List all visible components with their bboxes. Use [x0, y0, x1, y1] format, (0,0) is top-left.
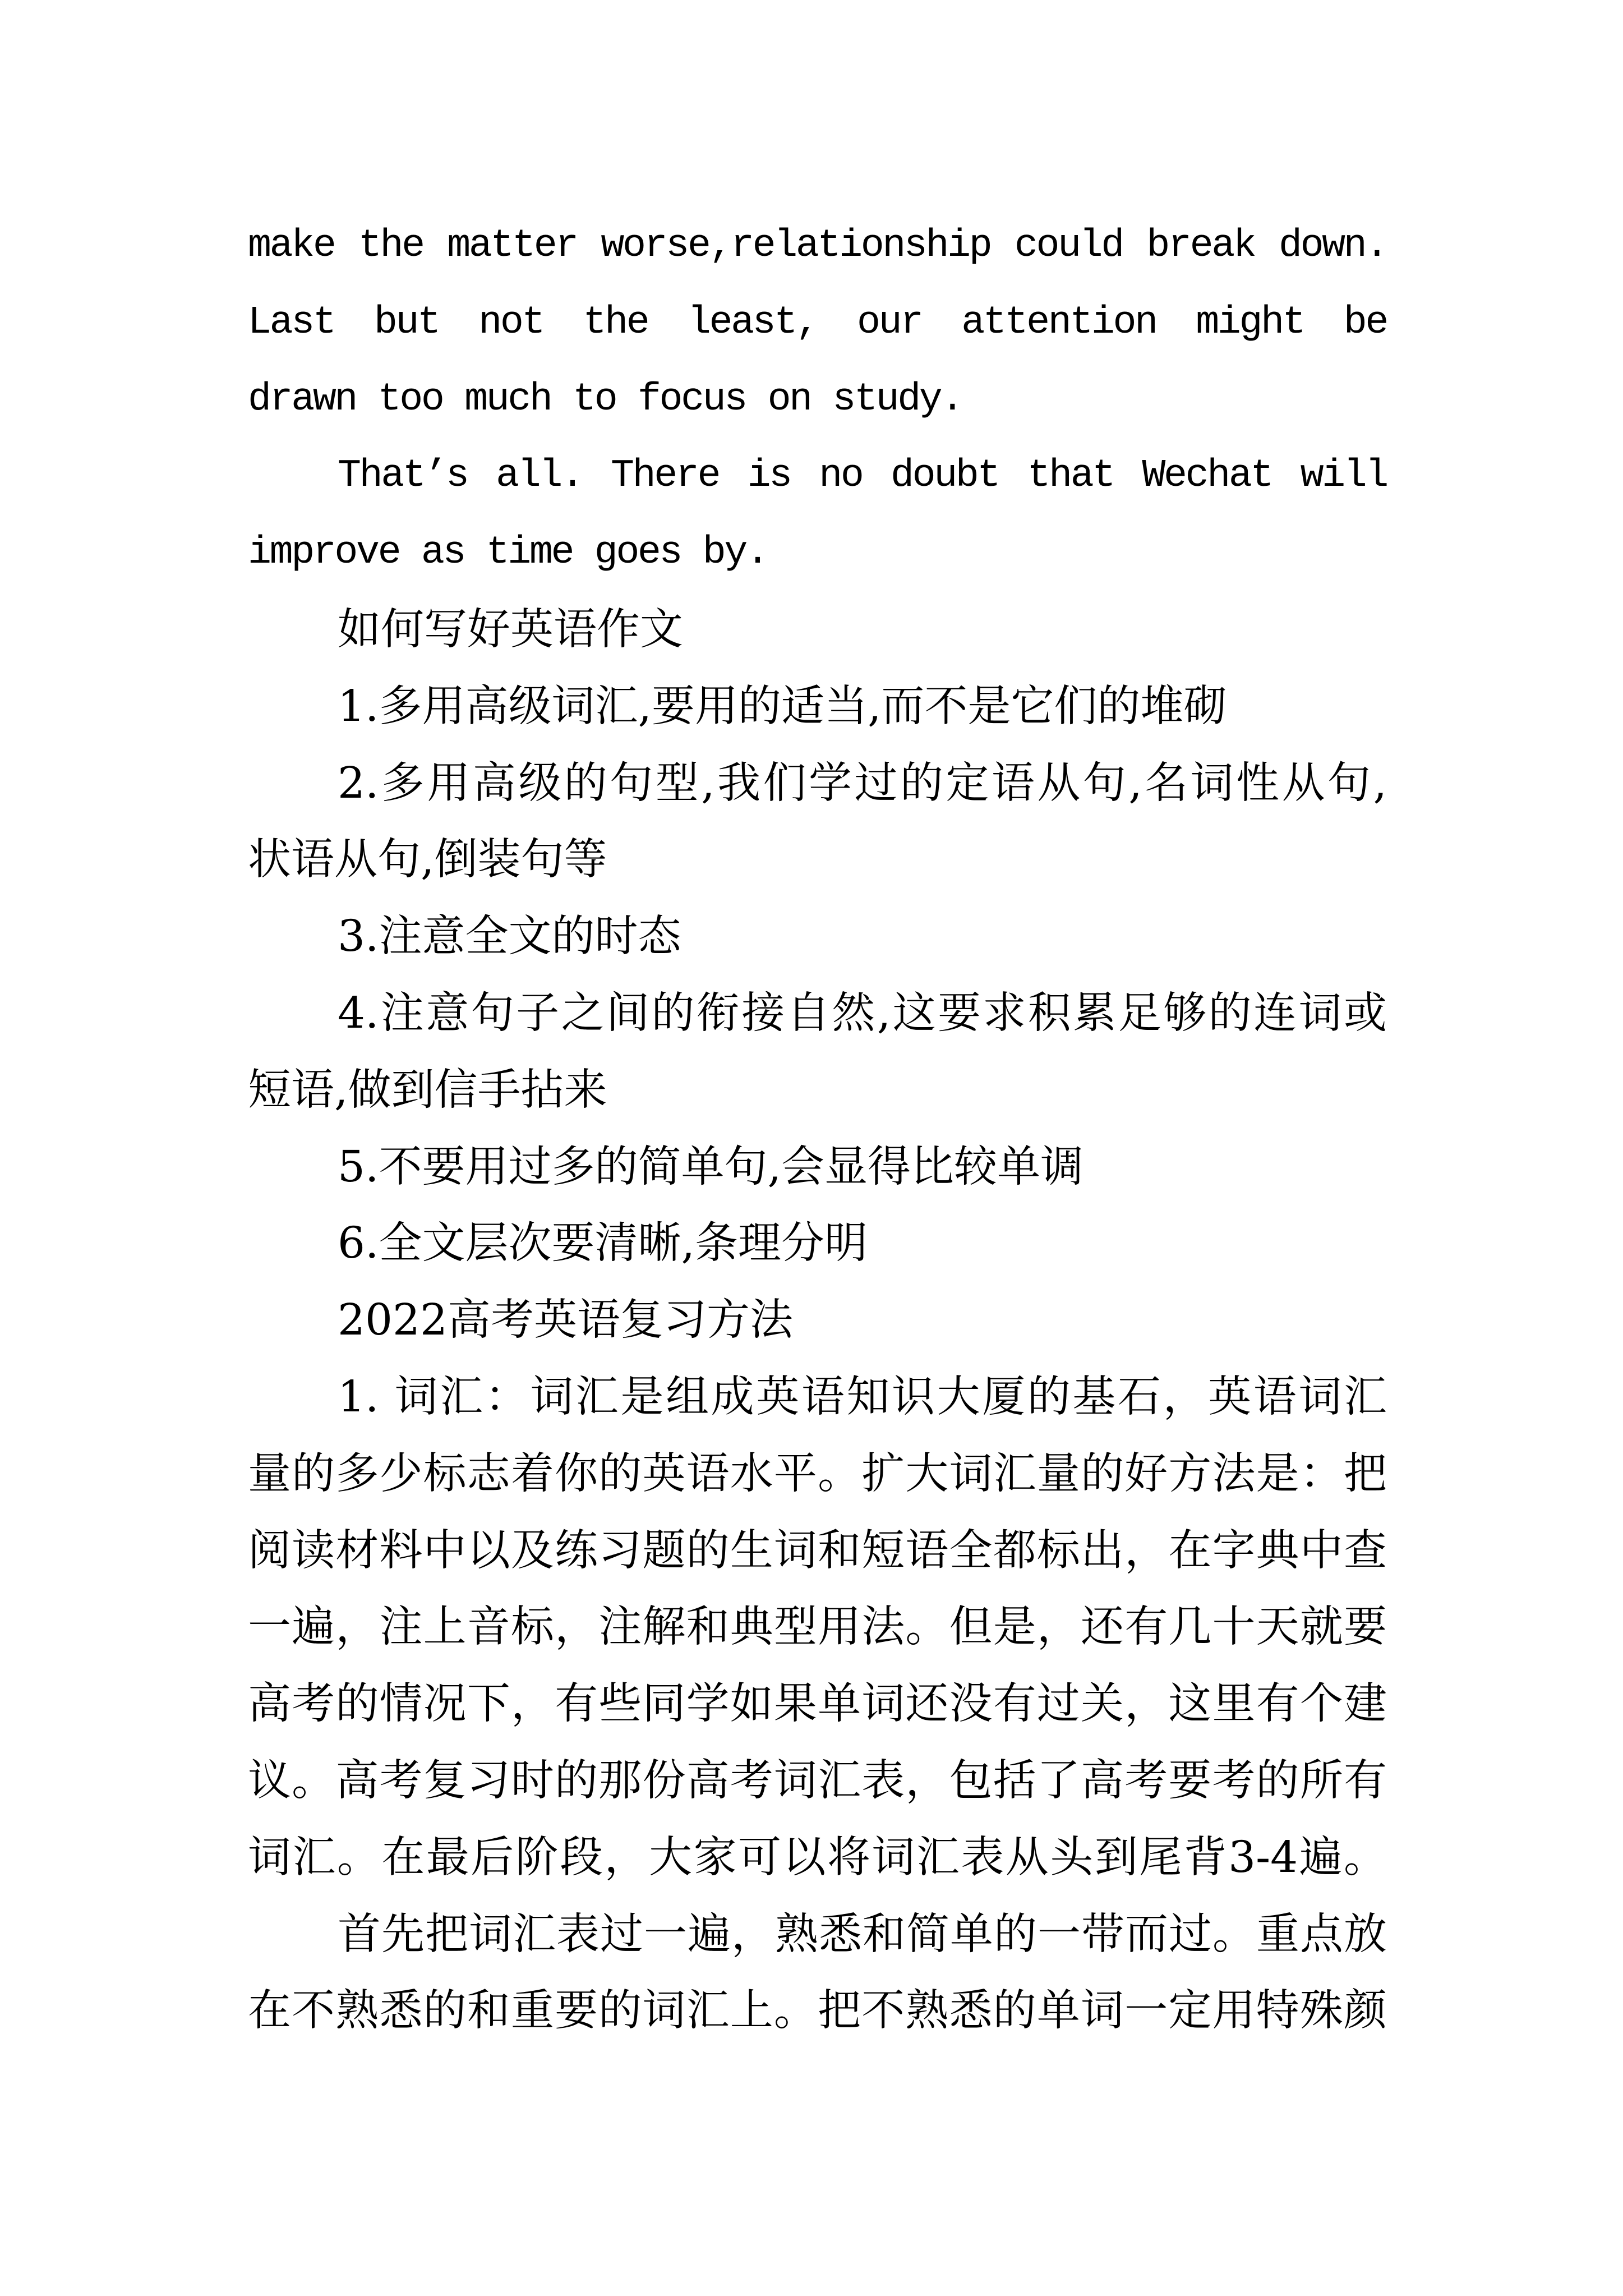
heading-text: 如何写好英语作文	[338, 604, 683, 655]
paragraph-vocabulary	[248, 1359, 1387, 1897]
text-line: 首先把词汇表过一遍，熟悉和简单的一带而过。重点放	[338, 1909, 1387, 1959]
tip-item	[248, 976, 1387, 1129]
text-line: 词汇。在最后阶段，大家可以将词汇表从头到尾背3-4遍。	[248, 1832, 1387, 1883]
text-line: 量的多少标志着你的英语水平。扩大词汇量的好方法是：把	[248, 1448, 1387, 1499]
text-line: 一遍，注上音标，注解和典型用法。但是，还有几十天就要	[248, 1602, 1387, 1653]
text-line: improve as time goes by.	[248, 531, 768, 576]
text-line: That’s all. There is no doubt that Wechat will	[338, 454, 1387, 499]
tip-item	[248, 669, 1387, 746]
text-line: 2.多用高级的句型,我们学过的定语从句,名词性从句,	[338, 758, 1387, 808]
text-line: 1.多用高级词汇,要用的适当,而不是它们的堆砌	[338, 681, 1227, 731]
text-line: 高考的情况下，有些同学如果单词还没有过关，这里有个建	[248, 1679, 1387, 1729]
paragraph-vocabulary-review	[248, 1897, 1387, 2050]
text-line: 状语从句,倒装句等	[248, 835, 607, 885]
text-line: drawn too much to focus on study.	[248, 377, 963, 422]
text-line: 1. 词汇：词汇是组成英语知识大厦的基石，英语词汇	[338, 1372, 1387, 1422]
paragraph-conclusion	[248, 438, 1387, 592]
paragraph-wechat-drawbacks	[248, 208, 1387, 438]
text-line: 4.注意句子之间的衔接自然,这要求积累足够的连词或	[338, 988, 1387, 1038]
section-heading	[248, 592, 1387, 669]
text-line: 5.不要用过多的简单句,会显得比较单调	[338, 1142, 1083, 1192]
text-line: 阅读材料中以及练习题的生词和短语全都标出，在字典中查	[248, 1525, 1387, 1576]
document-page	[248, 208, 1387, 2050]
tip-item	[248, 899, 1387, 976]
text-line: 3.注意全文的时态	[338, 912, 681, 962]
text-line: 短语,做到信手拈来	[248, 1065, 607, 1115]
text-line: 在不熟悉的和重要的词汇上。把不熟悉的单词一定用特殊颜	[248, 1986, 1387, 2036]
tip-item	[248, 1205, 1387, 1282]
section-heading	[248, 1282, 1387, 1359]
text-line: Last but not the least, our attention might be	[248, 300, 1387, 345]
tip-item	[248, 746, 1387, 899]
text-line: 6.全文层次要清晰,条理分明	[338, 1218, 868, 1269]
text-line: 议。高考复习时的那份高考词汇表，包括了高考要考的所有	[248, 1755, 1387, 1806]
tip-item	[248, 1129, 1387, 1206]
heading-text: 2022高考英语复习方法	[338, 1295, 793, 1346]
text-line: make the matter worse,relationship could break down.	[248, 224, 1387, 268]
